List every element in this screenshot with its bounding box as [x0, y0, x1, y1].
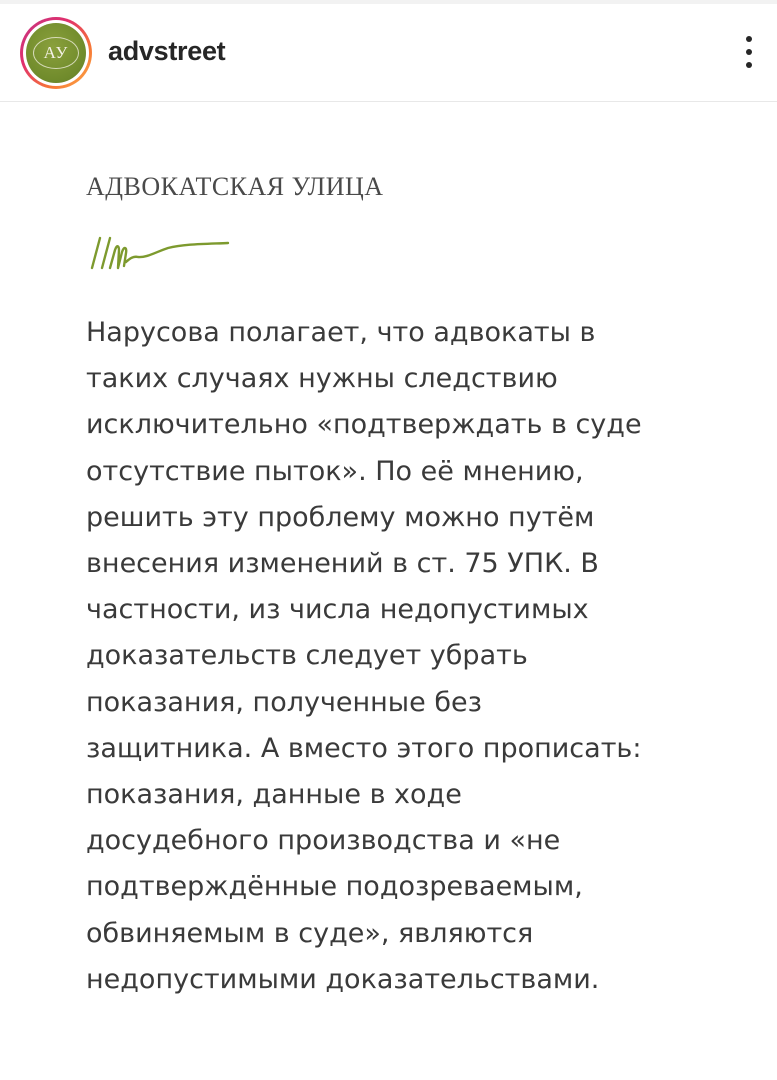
body-text-line: досудебного производства и «не: [86, 825, 561, 857]
post-body-text: [86, 310, 746, 1003]
body-text-line: недопустимыми доказательствами.: [86, 963, 600, 995]
body-text-line: отсутствие пыток». По её мнению,: [86, 455, 584, 487]
body-text-line: таких случаях нужны следствию: [86, 363, 558, 395]
username-link[interactable]: advstreet: [108, 36, 226, 66]
body-text-line: Нарусова полагает, что адвокаты в: [86, 317, 596, 348]
brand-title: АДВОКАТСКАЯ УЛИЦА: [86, 172, 384, 201]
avatar-initials: АУ: [33, 37, 79, 69]
avatar-border: [23, 20, 89, 86]
story-ring[interactable]: [20, 17, 92, 89]
body-text-line: показания, полученные без: [86, 686, 482, 718]
more-vertical-icon: [746, 49, 752, 55]
body-text-line: решить эту проблему можно путём: [86, 501, 595, 533]
more-vertical-icon: [746, 62, 752, 68]
body-text-line: обвиняемым в суде», являются: [86, 917, 534, 949]
more-vertical-icon: [746, 36, 752, 42]
avatar[interactable]: [26, 23, 86, 83]
body-text-line: исключительно «подтверждать в суде: [86, 409, 642, 441]
body-text-line: внесения изменений в ст. 75 УПК. В: [86, 548, 599, 580]
body-text-line: подтверждённые подозреваемым,: [86, 871, 583, 903]
body-text-line: защитника. А вместо этого прописать:: [86, 732, 642, 764]
body-text-line: частности, из числа недопустимых: [86, 594, 589, 626]
more-options-button[interactable]: [735, 32, 763, 72]
signature-icon: [84, 228, 234, 276]
body-text-line: доказательств следует убрать: [86, 640, 528, 672]
post-header: [0, 4, 777, 102]
body-text-line: показания, данные в ходе: [86, 779, 462, 811]
